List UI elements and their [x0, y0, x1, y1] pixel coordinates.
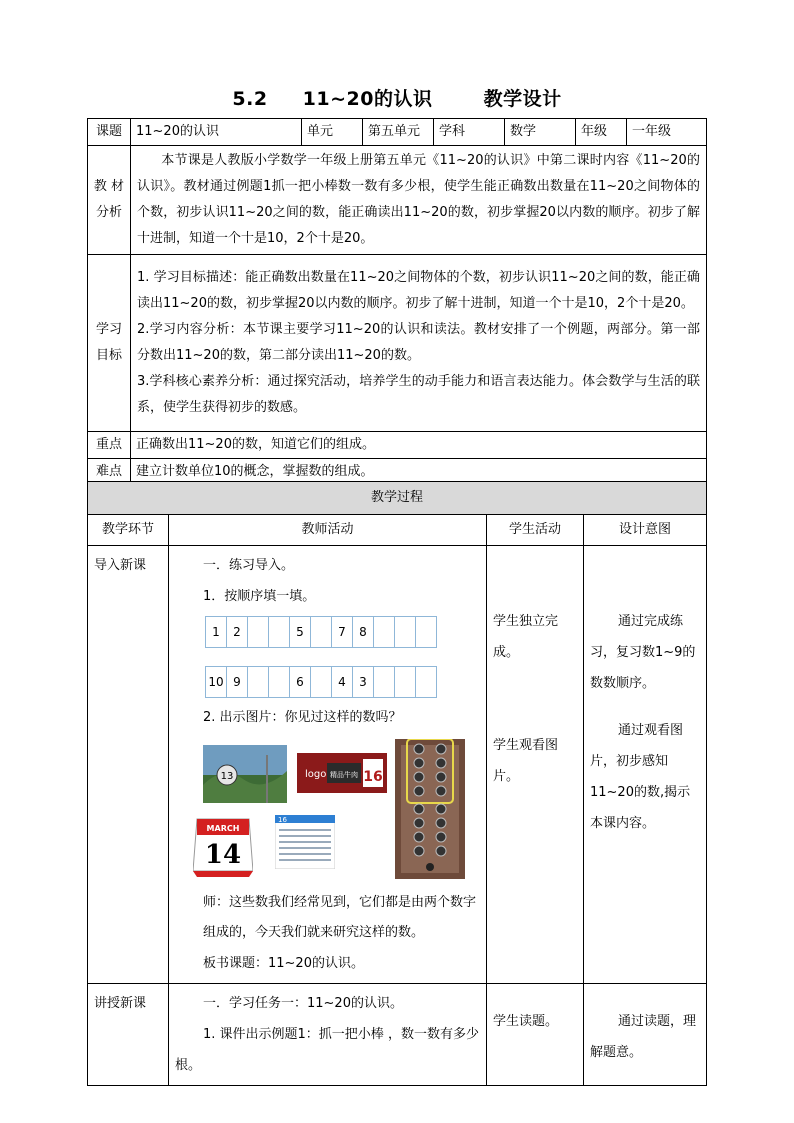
info-row: [88, 119, 707, 146]
topic-value: 11~20的认识: [131, 119, 302, 146]
example-pictures: [175, 739, 480, 884]
document-title: 5.2 11~20的认识 教学设计: [232, 88, 562, 110]
svg-text:16: 16: [363, 769, 383, 785]
sequence-box: [395, 666, 416, 698]
price-sign: [297, 753, 387, 793]
analysis-text: 本节课是人教版小学数学一年级上册第五单元《11~20的认识》中第二课时内容《11~20的认识》。教材通过例题1抓一把小棒数一数有多少根，使学生能正确数出数量在11~20之间物体的个数，初步认识11~20之间的数，能正确读出11~20的数，初步掌握20以内数的顺序。初步了解十进制，知道一个十是10，2个十是20。: [131, 146, 707, 255]
process-table: [87, 481, 707, 1086]
sequence-box: 4: [332, 666, 353, 698]
sequence-box: 2: [227, 616, 248, 648]
subject-value: 数学: [505, 119, 576, 146]
stage-intro: 导入新课: [88, 546, 169, 984]
svg-text:13: 13: [220, 771, 234, 782]
analysis-label: 教 材分析: [88, 146, 131, 255]
sequence-box: 3: [353, 666, 374, 698]
unit-label: 单元: [302, 119, 363, 146]
milestone-photo: [203, 745, 287, 803]
svg-text:logo: logo: [305, 769, 327, 780]
student-intro: 学生独立完成。 学生观看图片。: [487, 546, 584, 984]
grade-label: 年级: [576, 119, 627, 146]
header-intent: 设计意图: [584, 515, 707, 546]
sequence-box: [374, 666, 395, 698]
teacher-intro: 一．练习导入。 1．按顺序填一填。 1 2 5 7 8 10 9 6 4 3 2. 出示图片：你见过这样的数吗？ 13 logo 精品牛肉 16 MARCH 14 16 师：这些数我们经常见到，它们都是由两个数字组成的，今天我们就来研究这样的数。 板书课题：11~20的认识。: [169, 546, 487, 984]
sequence-box: [416, 666, 437, 698]
key-label: 重点: [88, 432, 131, 459]
stage-teach: 讲授新课: [88, 984, 169, 1086]
sequence-box: [248, 666, 269, 698]
intent-intro: 通过完成练习，复习数1~9的数数顺序。 通过观看图片，初步感知11~20的数,揭示本课内容。: [584, 546, 707, 984]
header-stage: 教学环节: [88, 515, 169, 546]
sequence-box: [311, 616, 332, 648]
sequence-boxes-descending: [205, 666, 480, 698]
key-text: 正确数出11~20的数，知道它们的组成。: [131, 432, 707, 459]
goals-text: 1. 学习目标描述：能正确数出数量在11~20之间物体的个数，初步认识11~20之间的数，能正确读出11~20的数，初步掌握20以内数的顺序。初步了解十进制，知道一个十是10，2个十是20。 2.学习内容分析：本节课主要学习11~20的认识和读法。教材安排了一个例题，两部分。第一部分数出11~20的数，第二部分读出11~20的数。 3.学科核心素养分析：通过探究活动，培养学生的动手能力和语言表达能力。体会数学与生活的联系，使学生获得初步的数感。: [131, 255, 707, 432]
sequence-box: [416, 616, 437, 648]
difficult-label: 难点: [88, 459, 131, 486]
sequence-box: [395, 616, 416, 648]
info-table: [87, 118, 707, 486]
sequence-box: 1: [205, 616, 227, 648]
student-teach: 学生读题。: [487, 984, 584, 1086]
sequence-box: 5: [290, 616, 311, 648]
grade-value: 一年级: [627, 119, 707, 146]
sequence-box: [248, 616, 269, 648]
teacher-teach: 一．学习任务一：11~20的认识。 1. 课件出示例题1：抓一把小棒 ，数一数有多少根。: [169, 984, 487, 1086]
sequence-box: [269, 616, 290, 648]
row-intro: [88, 546, 707, 984]
sequence-box: 10: [205, 666, 227, 698]
row-teach: [88, 984, 707, 1086]
sequence-box: 9: [227, 666, 248, 698]
process-heading: 教学过程: [88, 482, 707, 515]
difficult-text: 建立计数单位10的概念，掌握数的组成。: [131, 459, 707, 486]
sequence-box: 6: [290, 666, 311, 698]
sequence-boxes-ascending: [205, 616, 480, 648]
unit-value: 第五单元: [363, 119, 434, 146]
key-row: [88, 432, 707, 459]
intent-teach: 通过读题，理解题意。: [584, 984, 707, 1086]
schedule-calendar: [275, 815, 335, 869]
svg-text:16: 16: [278, 816, 287, 824]
subject-label: 学科: [434, 119, 505, 146]
svg-text:14: 14: [204, 840, 242, 870]
desk-calendar: [193, 813, 253, 877]
svg-text:精品牛肉: 精品牛肉: [330, 771, 358, 779]
goals-row: [88, 255, 707, 432]
sequence-box: 7: [332, 616, 353, 648]
header-student: 学生活动: [487, 515, 584, 546]
sequence-box: 8: [353, 616, 374, 648]
sequence-box: [374, 616, 395, 648]
topic-label: 课题: [88, 119, 131, 146]
sequence-box: [311, 666, 332, 698]
svg-text:MARCH: MARCH: [206, 824, 240, 833]
elevator-panel: [395, 739, 465, 879]
analysis-row: [88, 146, 707, 255]
goals-label: 学习目标: [88, 255, 131, 432]
header-teacher: 教师活动: [169, 515, 487, 546]
sequence-box: [269, 666, 290, 698]
